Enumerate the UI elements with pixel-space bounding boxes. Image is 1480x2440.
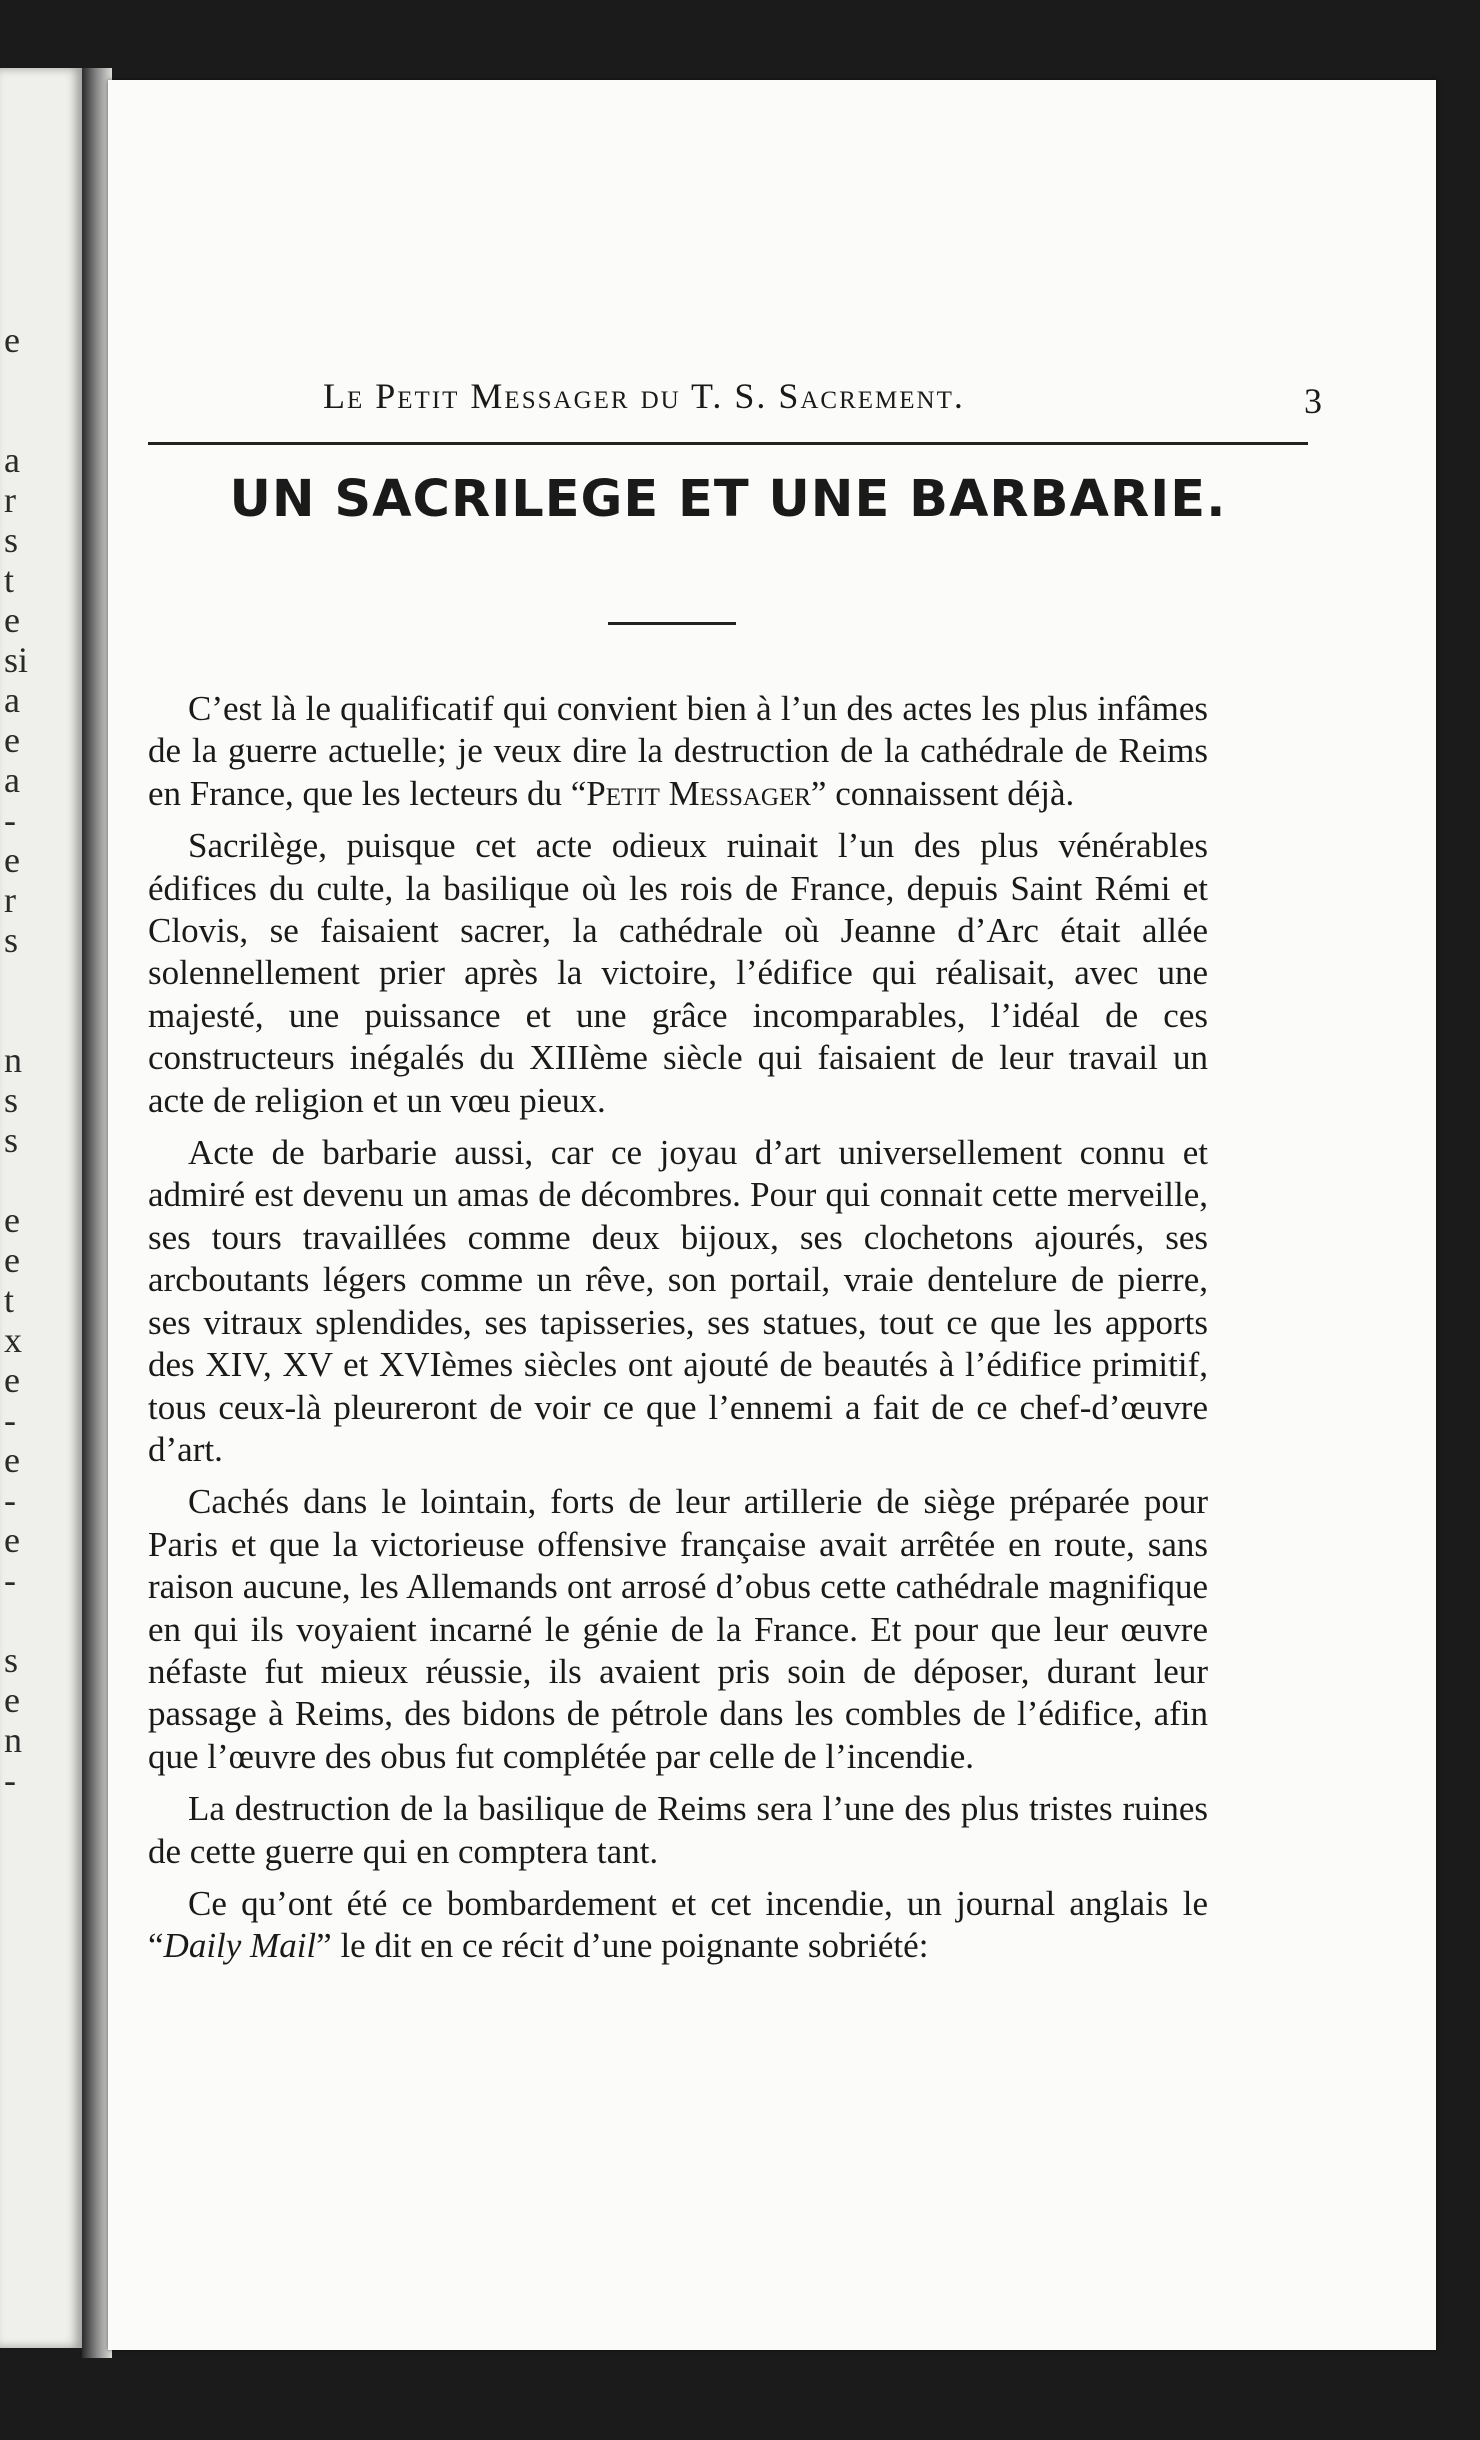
left-page-letter: x	[4, 1320, 22, 1360]
left-page-letter: si	[4, 640, 29, 680]
left-page-letter: e	[4, 1200, 20, 1240]
title-rule	[608, 622, 736, 625]
left-page-letter: t	[4, 560, 15, 600]
left-page-letter: e	[4, 1520, 20, 1560]
left-page-letter: e	[4, 720, 20, 760]
left-page-edge	[0, 68, 82, 2348]
page-number: 3	[1304, 381, 1322, 421]
left-page-letter: -	[4, 1560, 16, 1600]
left-page-letter: -	[4, 1400, 16, 1440]
book-page	[108, 80, 1436, 2350]
left-page-letter: s	[4, 520, 19, 560]
left-page-letter: e	[4, 1240, 20, 1280]
left-page-letter: s	[4, 1120, 19, 1160]
header-title: Le Petit Messager du T. S. Sacrement.	[323, 376, 965, 416]
left-page-letter: e	[4, 600, 20, 640]
paragraph-3: Acte de barbarie aussi, car ce joyau d’art universellement connu et admiré est devenu un amas de décombres. Pour qui connait cette merveille, ses tours travaillées comme deux bijoux, ses clochetons ajourés, ses arcboutants légers comme un rêve, son portail, vraie dentelure de pierre, ses vitraux splendides, ses tapisseries, ses statues, tout ce que les apports des XIV, XV et XVIèmes siècles ont ajouté de beautés à l’édifice primitif, tous ceux-là pleureront de voir ce que l’ennemi a fait de ce chef-d’œuvre d’art.	[148, 1133, 1208, 1469]
paragraph-4: Cachés dans le lointain, forts de leur artillerie de siège préparée pour Paris et que la victorieuse offensive française avait arrêtée en route, sans raison aucune, les Allemands ont arrosé d’obus cette cathédrale magnifique en qui ils voyaient incarné le génie de la France. Et pour que leur œuvre néfaste fut mieux réussie, ils avaient pris soin de déposer, durant leur passage à Reims, des bidons de pétrole dans les combles de l’édifice, afin que l’œuvre des obus fut complétée par celle de l’incendie.	[148, 1482, 1208, 1776]
left-page-letter: e	[4, 1360, 20, 1400]
left-page-letter: a	[4, 760, 20, 800]
paragraph-2: Sacrilège, puisque cet acte odieux ruinait l’un des plus vénérables édifices du culte, la basilique où les rois de France, depuis Saint Rémi et Clovis, se faisaient sacrer, la cathédrale où Jeanne d’Arc était allée solennellement prier après la victoire, l’édifice qui réalisait, avec une majesté, une puissance et une grâce incomparables, l’idéal de ces constructeurs inégalés du XIIIème siècle qui faisaient de leur travail un acte de religion et un vœu pieux.	[148, 826, 1208, 1120]
left-page-letter: -	[4, 800, 16, 840]
left-page-letter: e	[4, 840, 20, 880]
left-page-letter: e	[4, 1440, 20, 1480]
left-page-letter: a	[4, 680, 20, 720]
left-page-letter: e	[4, 1680, 20, 1720]
left-page-letter: -	[4, 1760, 16, 1800]
newspaper-name: Daily Mail	[163, 1926, 317, 1966]
left-page-letter: n	[4, 1040, 22, 1080]
left-page-letter: r	[4, 480, 16, 520]
left-page-letter: r	[4, 880, 16, 920]
left-page-letter: s	[4, 920, 19, 960]
left-page-letter: s	[4, 1640, 19, 1680]
article-title: UN SACRILEGE ET UNE BARBARIE.	[229, 470, 1227, 529]
left-page-letter: s	[4, 1080, 19, 1120]
left-page-letter: e	[4, 320, 20, 360]
paragraph-5: La destruction de la basilique de Reims sera l’une des plus tristes ruines de cette guerre qui en comptera tant.	[148, 1789, 1208, 1871]
paragraph-1: C’est là le qualificatif qui convient bien à l’un des actes les plus infâmes de la guerre actuelle; je veux dire la destruction de la cathédrale de Reims en France, que les lecteurs du “Petit Messager” connaissent déjà.	[148, 689, 1208, 813]
running-header	[148, 312, 1322, 445]
paragraph-6: Ce qu’ont été ce bombardement et cet incendie, un journal anglais le “Daily Mail” le dit en ce récit d’une poignante sobriété:	[148, 1883, 1208, 1966]
article-body	[148, 688, 1208, 1978]
left-page-letter: a	[4, 440, 20, 480]
left-page-letter: -	[4, 1480, 16, 1520]
left-page-letter: n	[4, 1720, 22, 1760]
publication-name: Petit Messager	[586, 773, 811, 813]
left-page-letter: t	[4, 1280, 15, 1320]
